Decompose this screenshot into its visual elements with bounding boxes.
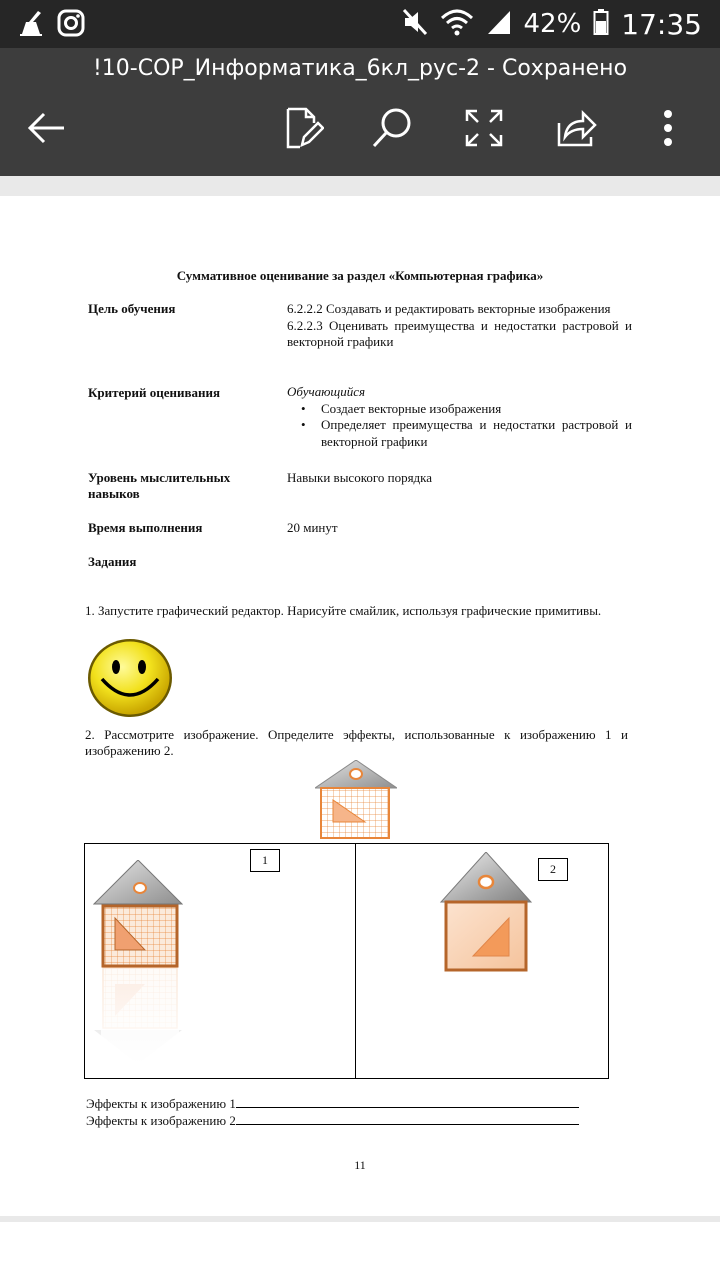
goal-line: 6.2.2.3 Оценивать преимущества и недостатки растровой и векторной графики: [287, 317, 632, 349]
house-original-image: [315, 760, 397, 840]
house-reflection-image: [93, 860, 183, 1070]
thinking-level-label-line: Уровень мыслительных: [88, 470, 231, 485]
mute-icon: [402, 8, 428, 40]
effects-2-label: Эффекты к изображению 2: [86, 1113, 236, 1128]
task-2-text: 2. Рассмотрите изображение. Определите эффекты, использованные к изображению 1 и изображению 2.: [85, 727, 628, 758]
document-heading: Суммативное оценивание за раздел «Компьютерная графика»: [176, 268, 544, 283]
next-page-edge: [0, 1222, 720, 1280]
effects-1-blank[interactable]: [236, 1096, 579, 1108]
battery-percent: 42%: [523, 9, 582, 39]
more-options-button[interactable]: [644, 106, 692, 154]
images-table: [84, 843, 609, 1079]
document-title: !10-СОР_Информатика_6кл_рус-2 - Сохранено: [92, 56, 628, 81]
goal-line: 6.2.2.2 Создавать и редактировать векторные изображения: [287, 301, 611, 316]
goal-label: Цель обучения: [88, 301, 176, 316]
battery-icon: [593, 8, 609, 40]
image-1-number: 1: [250, 849, 280, 872]
time-label: Время выполнения: [88, 520, 203, 535]
search-button[interactable]: [368, 106, 416, 154]
tasks-label: Задания: [88, 554, 137, 569]
table-divider: [355, 844, 356, 1078]
share-button[interactable]: [552, 106, 600, 154]
smiley-image: [86, 637, 174, 719]
search-icon: [371, 107, 413, 153]
house-bevel-image: [439, 852, 533, 977]
document-page: [0, 196, 720, 1216]
edit-button[interactable]: [280, 106, 328, 154]
fullscreen-icon: [465, 109, 503, 151]
signal-icon: [486, 8, 512, 40]
criteria-intro: Обучающийся: [287, 384, 366, 399]
edit-icon: [284, 107, 324, 153]
back-arrow-icon: [26, 112, 66, 148]
effects-2-blank[interactable]: [236, 1113, 579, 1125]
fullscreen-button[interactable]: [460, 106, 508, 154]
criteria-item: • Определяет преимущества и недостатки растровой и векторной графики: [287, 417, 632, 450]
effects-1-line: [86, 1096, 579, 1112]
page-number: 11: [354, 1158, 366, 1172]
thinking-level-label-line: навыков: [88, 486, 140, 501]
time-value: 20 минут: [287, 520, 338, 535]
criteria-list: [287, 401, 632, 451]
instagram-icon: [56, 8, 86, 42]
effects-1-label: Эффекты к изображению 1: [86, 1096, 236, 1111]
criteria-label: Критерий оценивания: [88, 385, 221, 400]
goal-value: [287, 301, 632, 351]
app-bar: [0, 48, 720, 176]
image-2-number: 2: [538, 858, 568, 881]
status-bar: [0, 0, 720, 48]
criteria-value: [287, 384, 632, 450]
more-vert-icon: [662, 109, 674, 151]
share-icon: [555, 109, 597, 151]
task-1-text: 1. Запустите графический редактор. Нарисуйте смайлик, используя графические примитивы.: [85, 603, 602, 618]
thinking-level-value: Навыки высокого порядка: [287, 470, 433, 485]
effects-2-line: [86, 1113, 579, 1129]
cleaner-icon: [16, 8, 46, 42]
wifi-icon: [440, 8, 474, 40]
thinking-level-label: [88, 470, 230, 502]
criteria-item: • Создает векторные изображения: [287, 401, 632, 418]
back-button[interactable]: [22, 106, 70, 154]
clock: 17:35: [621, 7, 702, 41]
